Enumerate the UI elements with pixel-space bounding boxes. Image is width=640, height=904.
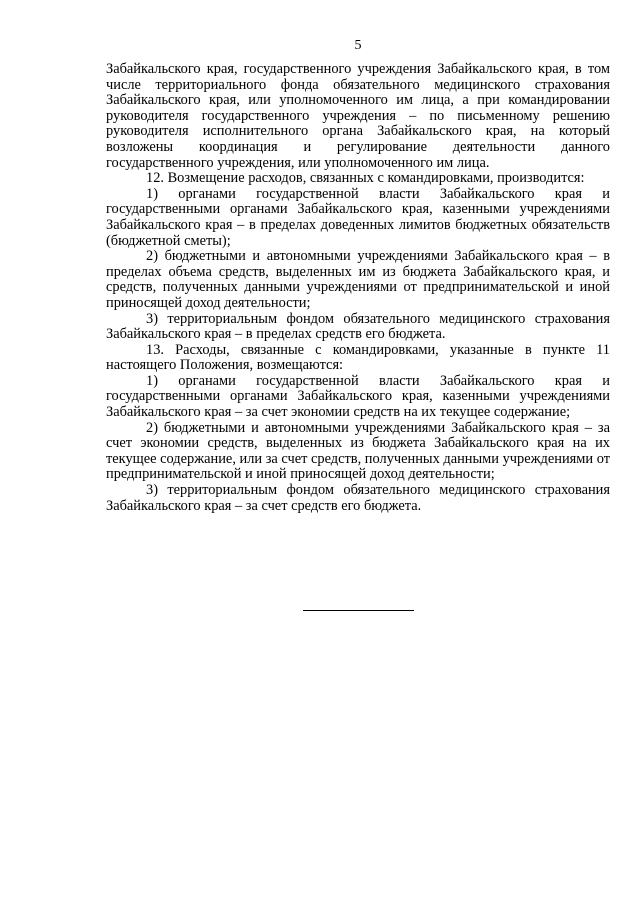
document-body xyxy=(106,62,610,514)
paragraph-item-12-1: 1) органами государственной власти Забайкальского края и государственными органами Забайкальского края, казенными учреждениями Забайкальского края – в пределах доведенных лимитов бюджетных обязательств (бюджетной сметы); xyxy=(106,185,610,249)
paragraph-continuation: Забайкальского края, государственного учреждения Забайкальского края, в том числе территориального фонда обязательного медицинского страхования Забайкальского края, или уполномоченного им лица, а при командировании руководителя государственного учреждения – по письменному решению руководителя исполнительного органа Забайкальского края, на который возложены координация и регулирование деятельности данного государственного учреждения, или уполномоченного им лица. xyxy=(106,61,610,171)
paragraph-item-13-2: 2) бюджетными и автономными учреждениями Забайкальского края – за счет экономии средств, выделенных из бюджета Забайкальского края на их текущее содержание, или за счет средств, полученных данными учреждениями от предпринимательской и иной приносящей доход деятельности; xyxy=(106,419,610,483)
paragraph-item-13: 13. Расходы, связанные с командировками, указанные в пункте 11 настоящего Положения, возмещаются: xyxy=(106,341,610,374)
paragraph-item-12: 12. Возмещение расходов, связанных с командировками, производится: xyxy=(146,170,585,187)
paragraph-item-13-1: 1) органами государственной власти Забайкальского края и государственными органами Забайкальского края, казенными учреждениями Забайкальского края – за счет экономии средств на их текущее содержание; xyxy=(106,372,610,421)
paragraph-item-12-2: 2) бюджетными и автономными учреждениями Забайкальского края – в пределах объема средств, выделенных им из бюджета Забайкальского края, и средств, полученных данными учреждениями от предпринимательской и иной приносящей доход деятельности; xyxy=(106,248,610,311)
paragraph-item-12-3: 3) территориальным фондом обязательного медицинского страхования Забайкальского края – в пределах средств его бюджета. xyxy=(106,310,610,343)
page-number: 5 xyxy=(354,38,362,53)
paragraph-item-13-3: 3) территориальным фондом обязательного медицинского страхования Забайкальского края – за счет средств его бюджета. xyxy=(106,482,610,514)
closing-divider xyxy=(303,610,414,611)
